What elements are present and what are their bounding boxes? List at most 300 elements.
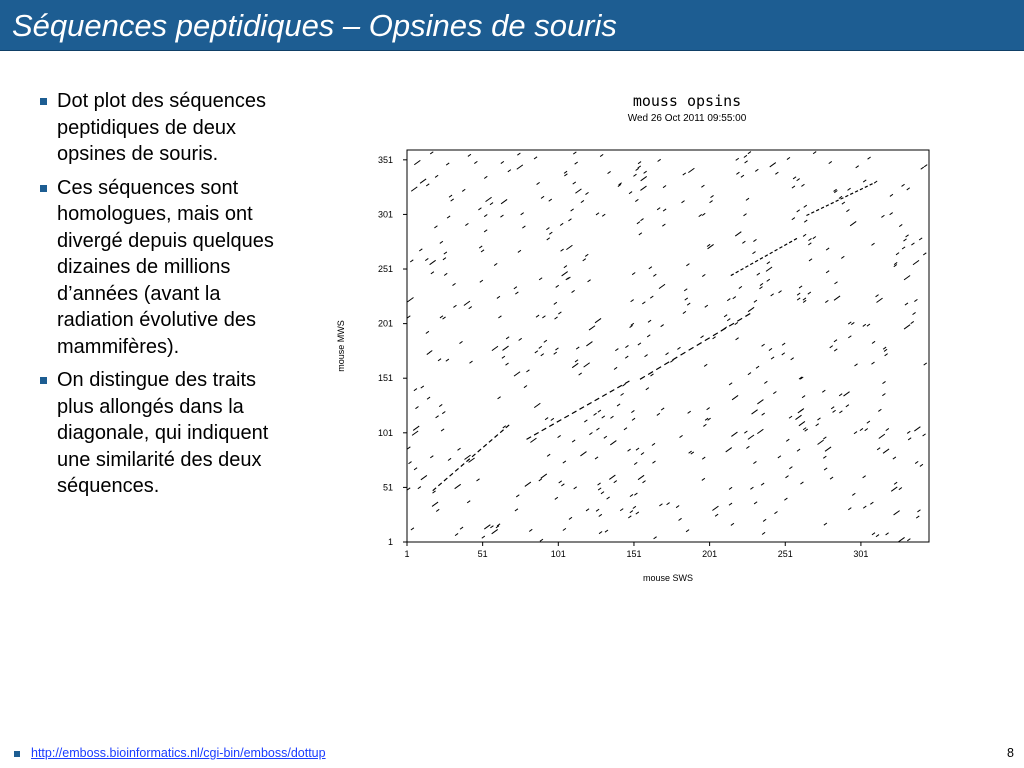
- dot-match: [915, 461, 918, 463]
- diagonal-match: [775, 249, 778, 251]
- dot-match: [540, 539, 543, 541]
- diagonal-match: [557, 420, 562, 423]
- dot-match: [484, 176, 487, 178]
- dot-match: [629, 192, 632, 194]
- dot-match: [547, 238, 550, 240]
- dot-match: [604, 436, 607, 438]
- dot-match: [701, 185, 704, 187]
- dot-match: [575, 162, 578, 164]
- dot-match: [469, 307, 472, 309]
- dot-match: [871, 243, 874, 245]
- diagonal-match: [681, 352, 686, 355]
- dot-match: [701, 336, 704, 338]
- dot-match: [868, 157, 871, 159]
- dot-match: [803, 234, 806, 236]
- dot-match: [762, 344, 765, 346]
- dot-match: [894, 511, 900, 515]
- dot-match: [817, 418, 820, 420]
- chart-title: mouss opsins: [632, 92, 742, 110]
- dot-match: [413, 426, 419, 430]
- dot-match: [802, 396, 805, 398]
- dot-match: [446, 163, 449, 165]
- dot-match: [702, 274, 705, 276]
- dot-match: [884, 349, 887, 351]
- diagonal-match: [860, 188, 863, 189]
- dot-match: [534, 157, 537, 159]
- dot-match: [469, 361, 472, 363]
- dot-match: [605, 530, 608, 532]
- dot-match: [753, 239, 756, 241]
- dot-match: [596, 213, 599, 215]
- dot-match: [916, 516, 919, 518]
- dot-match: [447, 216, 450, 218]
- dot-match: [628, 516, 631, 518]
- plot-frame: [407, 150, 929, 542]
- dot-match: [893, 457, 896, 459]
- diagonal-match: [610, 390, 615, 393]
- slide-title: Séquences peptidiques – Opsines de souris: [12, 8, 617, 43]
- dot-match: [506, 337, 509, 339]
- diagonal-match: [617, 385, 622, 388]
- dot-match: [882, 393, 885, 395]
- dot-match: [556, 285, 559, 287]
- diagonal-match: [836, 200, 839, 201]
- dot-match: [598, 488, 601, 490]
- dot-match: [542, 316, 545, 318]
- dot-match: [854, 432, 857, 434]
- dot-match: [647, 335, 650, 337]
- dot-match: [441, 429, 444, 431]
- dot-match: [517, 165, 523, 169]
- dot-match: [764, 381, 767, 383]
- dot-match: [624, 428, 627, 430]
- dot-match: [904, 276, 910, 280]
- dot-match: [559, 481, 562, 483]
- dot-match: [632, 418, 635, 420]
- dot-match: [455, 533, 458, 535]
- dot-match: [586, 342, 592, 346]
- bullet-text: Ces séquences sont homologues, mais ont divergé depuis quelques dizaines de millions d’années (avant la radiation évolutive des mammifères).: [57, 176, 274, 358]
- dot-match: [848, 336, 851, 338]
- diagonal-match: [689, 347, 694, 350]
- dot-match: [733, 297, 736, 299]
- dot-match: [667, 503, 670, 505]
- dot-match: [710, 201, 713, 203]
- dot-match: [546, 228, 549, 230]
- dot-match: [539, 479, 542, 481]
- dot-match: [659, 284, 665, 288]
- dot-match: [589, 326, 595, 330]
- dot-match: [779, 291, 782, 293]
- dot-match: [431, 272, 434, 274]
- dot-match: [569, 517, 572, 519]
- dot-match: [894, 482, 897, 484]
- dot-match: [818, 440, 824, 444]
- dot-match: [412, 431, 418, 435]
- dot-match: [568, 219, 571, 221]
- dot-match: [579, 373, 582, 375]
- dot-match: [757, 400, 763, 404]
- dot-match: [890, 213, 893, 215]
- dot-match: [534, 403, 540, 407]
- dot-match: [558, 435, 561, 437]
- dot-match: [874, 181, 877, 183]
- dot-match: [407, 316, 410, 318]
- dot-match: [713, 337, 716, 339]
- y-tick-label: 251: [377, 264, 393, 275]
- bullet-square-icon: [40, 377, 47, 384]
- dot-match: [586, 509, 589, 511]
- dot-match: [482, 536, 485, 538]
- x-tick-label: 101: [550, 549, 566, 559]
- bullet-item: [36, 88, 298, 168]
- diagonal-match: [741, 268, 744, 270]
- dot-match: [615, 349, 618, 351]
- dot-match: [602, 416, 605, 418]
- dot-match: [503, 426, 506, 428]
- dot-match: [607, 497, 610, 499]
- diagonal-match: [579, 407, 584, 410]
- x-tick-label: 251: [777, 549, 793, 559]
- dot-match: [707, 408, 710, 410]
- y-tick-label: 201: [377, 318, 393, 329]
- dot-match: [662, 224, 665, 226]
- diagonal-match: [472, 454, 475, 457]
- dot-match: [914, 427, 920, 431]
- diagonal-match: [784, 244, 787, 246]
- dot-match: [426, 331, 429, 333]
- dot-match: [421, 475, 427, 479]
- diagonal-match: [648, 372, 653, 375]
- dot-match: [637, 222, 640, 224]
- dot-match: [846, 210, 849, 212]
- diagonal-match: [745, 266, 748, 268]
- dot-match: [518, 250, 521, 252]
- dot-match: [757, 273, 760, 275]
- diagonal-match: [789, 241, 792, 243]
- dot-match: [856, 166, 859, 168]
- dot-match: [638, 162, 641, 164]
- dot-match: [914, 299, 917, 301]
- dot-match: [899, 488, 902, 490]
- dot-match: [408, 462, 411, 464]
- dot-match: [805, 429, 808, 431]
- dot-match: [691, 452, 694, 454]
- dot-match: [407, 488, 410, 490]
- dot-match: [792, 186, 795, 188]
- dot-match: [521, 213, 524, 215]
- dot-match: [809, 259, 812, 261]
- dot-match: [736, 158, 739, 160]
- dot-match: [683, 311, 686, 313]
- dot-match: [610, 441, 616, 445]
- dot-match: [630, 494, 633, 496]
- dot-match: [501, 161, 504, 163]
- dot-match: [465, 223, 468, 225]
- dot-match: [430, 260, 436, 264]
- dot-match: [886, 428, 889, 430]
- diagonal-match: [506, 425, 509, 428]
- dot-match: [704, 364, 707, 366]
- dot-match: [515, 292, 518, 294]
- dot-match: [913, 260, 919, 264]
- dot-match: [636, 448, 639, 450]
- dot-match: [824, 523, 827, 525]
- diagonal-match: [542, 428, 547, 431]
- dot-match: [748, 435, 754, 439]
- x-tick-label: 1: [404, 549, 410, 559]
- diagonal-match: [672, 357, 677, 360]
- dot-match: [634, 462, 637, 464]
- y-tick-label: 151: [377, 373, 393, 384]
- dot-match: [727, 319, 730, 321]
- diagonal-match: [450, 473, 453, 476]
- dot-match: [411, 528, 414, 530]
- dot-match: [426, 184, 429, 186]
- bullet-text: On distingue des traits plus allongés dans la diagonale, qui indiquent une similarité des deux séquences.: [57, 369, 269, 497]
- dot-match: [702, 478, 705, 480]
- dot-match: [830, 477, 833, 479]
- dot-match: [867, 421, 870, 423]
- dot-match: [804, 205, 807, 207]
- title-bar: [0, 0, 1024, 51]
- dot-match: [652, 461, 655, 463]
- dot-match: [878, 409, 881, 411]
- dot-match: [891, 487, 897, 491]
- dot-match: [786, 476, 789, 478]
- dot-match: [572, 440, 575, 442]
- dot-match: [744, 155, 747, 157]
- chart-subtitle: Wed 26 Oct 2011 09:55:00: [627, 113, 747, 124]
- dot-match: [558, 312, 561, 314]
- dot-match: [902, 184, 905, 186]
- dot-match: [702, 457, 705, 459]
- footer-bullet-icon: [14, 751, 20, 757]
- diagonal-match: [731, 274, 734, 276]
- dot-match: [729, 503, 732, 505]
- dot-match: [731, 523, 734, 525]
- diagonal-match: [495, 435, 498, 438]
- dot-match: [508, 170, 511, 172]
- dot-match: [682, 201, 685, 203]
- dot-match: [834, 282, 837, 284]
- dot-match: [436, 509, 439, 511]
- dot-match: [571, 209, 574, 211]
- diagonal-match: [705, 338, 710, 341]
- dot-match: [420, 179, 426, 183]
- dot-match: [774, 511, 777, 513]
- dot-match: [478, 208, 481, 210]
- dot-match: [414, 468, 417, 470]
- dot-match: [490, 526, 493, 528]
- footer-link[interactable]: http://emboss.bioinformatics.nl/cgi-bin/emboss/dottup: [31, 746, 326, 760]
- dot-match: [644, 171, 647, 173]
- dot-match: [688, 168, 694, 172]
- dot-match: [771, 357, 774, 359]
- y-tick-label: 1: [387, 537, 393, 547]
- dot-match: [462, 189, 465, 191]
- dot-match: [455, 484, 461, 488]
- dot-match: [767, 279, 770, 281]
- dot-match: [799, 421, 805, 425]
- dot-match: [899, 224, 902, 226]
- bullet-list: [36, 88, 298, 507]
- dot-match: [872, 533, 875, 535]
- dot-match: [541, 354, 544, 356]
- dot-match: [877, 448, 880, 450]
- x-tick-label: 201: [702, 549, 718, 559]
- dot-match: [476, 479, 479, 481]
- dot-match: [435, 175, 438, 177]
- dot-match: [501, 199, 507, 203]
- dot-match: [699, 214, 702, 216]
- dot-match: [564, 171, 567, 173]
- diagonal-match: [816, 209, 819, 210]
- dot-match: [863, 506, 866, 508]
- dot-match: [759, 287, 762, 289]
- diagonal-match: [729, 323, 734, 326]
- dot-match: [746, 198, 749, 200]
- diagonal-match: [625, 381, 630, 384]
- dot-match: [826, 248, 829, 250]
- dot-match: [628, 449, 631, 451]
- dot-match: [652, 443, 655, 445]
- dot-match: [750, 487, 753, 489]
- dot-match: [574, 487, 577, 489]
- y-tick-label: 351: [377, 154, 393, 165]
- dot-match: [854, 364, 857, 366]
- dot-match: [844, 392, 850, 396]
- dot-match: [622, 384, 625, 386]
- dot-match: [584, 363, 590, 367]
- dot-match: [923, 253, 926, 255]
- dot-match: [829, 161, 832, 163]
- diagonal-match: [870, 184, 873, 185]
- dot-match: [563, 461, 566, 463]
- dot-match: [877, 298, 883, 302]
- dot-match: [801, 184, 804, 186]
- dot-match: [535, 351, 538, 353]
- dot-match: [443, 258, 446, 260]
- dot-match: [792, 218, 795, 220]
- x-tick-label: 151: [626, 549, 642, 559]
- dot-match: [638, 166, 641, 168]
- dot-match: [617, 404, 620, 406]
- dot-match: [594, 413, 597, 415]
- dot-match: [439, 404, 442, 406]
- dot-match: [823, 437, 826, 439]
- bullet-item: [36, 367, 298, 500]
- dot-match: [479, 246, 482, 248]
- dot-match: [498, 316, 501, 318]
- dot-match: [823, 456, 826, 458]
- dot-match: [646, 388, 649, 390]
- dot-match: [583, 259, 586, 261]
- dot-match: [522, 226, 525, 228]
- diagonal-match: [444, 478, 447, 481]
- dot-match: [635, 199, 638, 201]
- dot-match: [786, 439, 789, 441]
- dot-match: [748, 307, 754, 311]
- dot-match: [446, 359, 449, 361]
- dot-match: [661, 408, 664, 410]
- dot-match: [468, 154, 471, 156]
- dot-match: [834, 340, 837, 342]
- dot-match: [600, 154, 603, 156]
- dot-match: [634, 493, 637, 495]
- dot-match: [645, 355, 648, 357]
- dot-match: [430, 152, 433, 154]
- dot-match: [564, 174, 567, 176]
- diagonal-match: [770, 252, 773, 254]
- diagonal-match: [721, 328, 726, 331]
- dot-match: [907, 431, 910, 433]
- dot-match: [797, 449, 800, 451]
- dot-match: [631, 300, 634, 302]
- dot-match: [654, 537, 657, 539]
- diagonal-match: [527, 437, 532, 440]
- dot-match: [638, 475, 644, 479]
- diagonal-match: [821, 207, 824, 208]
- dot-match: [425, 258, 428, 260]
- dot-match: [824, 468, 827, 470]
- dot-match: [789, 467, 792, 469]
- dot-match: [427, 397, 430, 399]
- dot-match: [676, 505, 679, 507]
- dot-match: [625, 345, 628, 347]
- dot-match: [432, 502, 438, 506]
- dot-match: [882, 381, 885, 383]
- dot-match: [551, 418, 554, 420]
- dot-match: [735, 322, 738, 324]
- dot-match: [663, 186, 666, 188]
- dot-match: [703, 424, 706, 426]
- dot-match: [650, 374, 653, 376]
- dot-match: [686, 530, 689, 532]
- dot-match: [907, 539, 910, 541]
- dot-match: [541, 196, 544, 198]
- dot-match: [860, 428, 863, 430]
- dot-match: [631, 410, 634, 412]
- dot-match: [670, 360, 673, 362]
- diagonal-match: [455, 468, 458, 471]
- dot-match: [438, 359, 441, 361]
- dot-match: [598, 410, 601, 412]
- dot-match: [804, 220, 807, 222]
- dot-match: [641, 452, 644, 454]
- dot-match: [442, 412, 445, 414]
- dot-match: [609, 475, 615, 479]
- dot-match: [430, 456, 433, 458]
- page-number: 8: [1007, 746, 1014, 760]
- diagonal-match: [750, 263, 753, 265]
- diagonal-match: [500, 430, 503, 433]
- dot-match: [797, 210, 800, 212]
- bullet-text: Dot plot des séquences peptidiques de deux opsines de souris.: [57, 90, 267, 165]
- dot-match: [481, 250, 484, 252]
- dot-match: [879, 434, 885, 438]
- dot-match: [573, 182, 576, 184]
- dot-match: [680, 435, 683, 437]
- dot-match: [906, 235, 909, 237]
- dot-match: [808, 238, 811, 240]
- dot-match: [657, 208, 660, 210]
- dot-match: [754, 502, 757, 504]
- dot-match: [414, 389, 417, 391]
- dot-match: [564, 266, 567, 268]
- dot-match: [506, 363, 509, 365]
- diagonal-match: [806, 214, 809, 215]
